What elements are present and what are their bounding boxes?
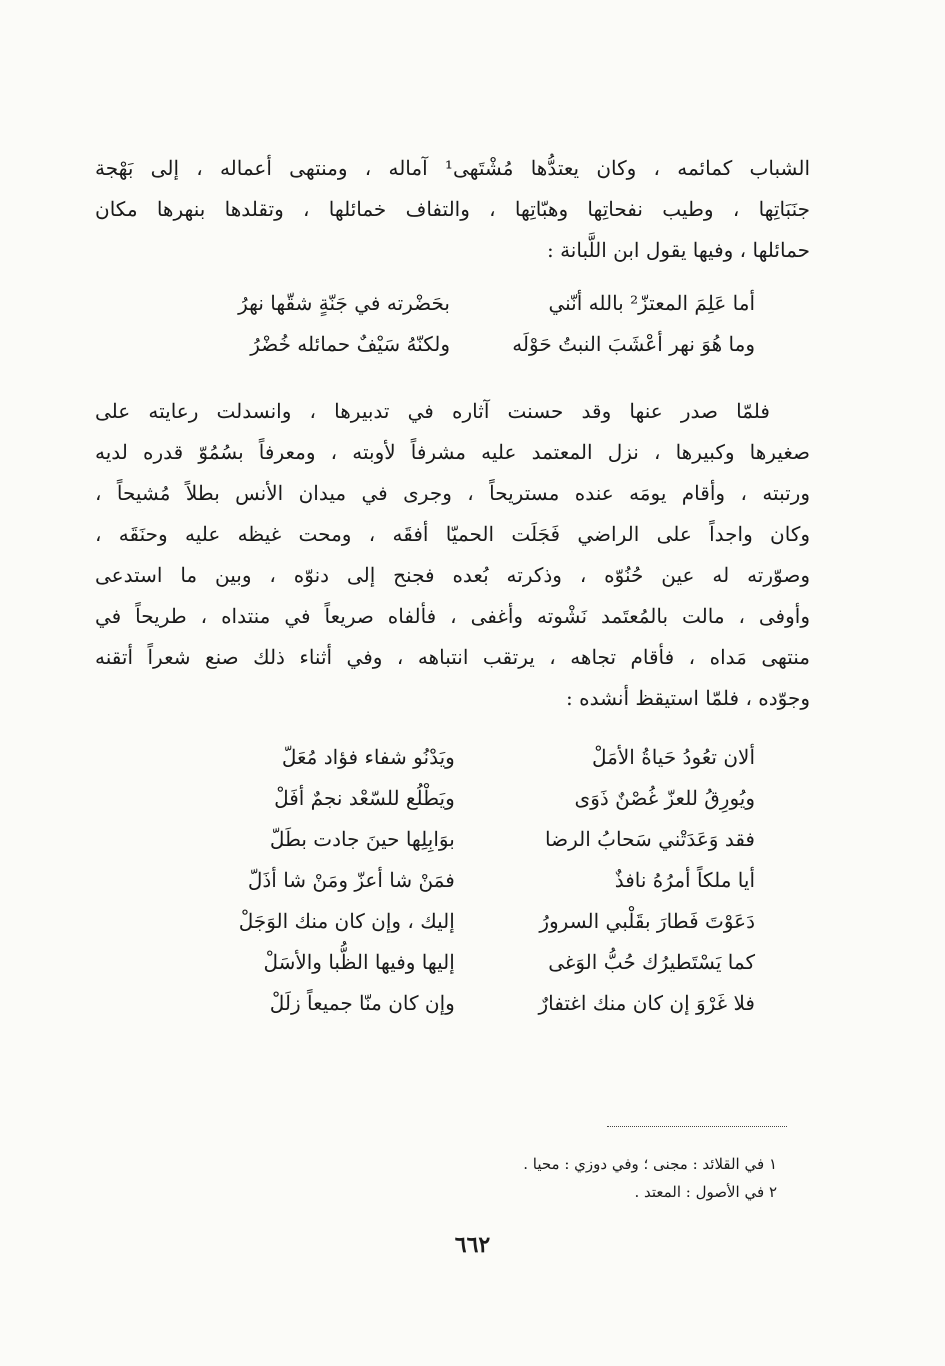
verse-line — [95, 942, 810, 983]
prose-line: صغيرها وكبيرها ، نزل المعتمد عليه مشرفاً لأوبته ، ومعرفاً بسُمُوّ قدره لديه — [95, 440, 810, 464]
prose-line: ورتبته ، وأقام يومَه عنده مستريحاً ، وجرى في ميدان الأنس بطلاً مُشيحاً ، — [95, 481, 810, 505]
footnote-divider — [607, 1126, 787, 1127]
verse-first-hemistich: ويُورِقُ للعزّ غُصْنٌ ذَوَى — [574, 786, 755, 810]
prose-line: وجوّده ، فلمّا استيقظ أنشده : — [566, 686, 810, 710]
page-number: ٦٦٢ — [454, 1232, 491, 1258]
verse-second-hemistich: إليك ، وإن كان منك الوَجَلْ — [238, 909, 455, 933]
verse-line — [95, 819, 810, 860]
verse-second-hemistich: وإن كان منّا جميعاً زلَلْ — [269, 991, 455, 1015]
verse-line — [95, 901, 810, 942]
book-page — [95, 148, 810, 1024]
verse-line — [95, 283, 810, 324]
poem-to-al-mutamid — [95, 737, 810, 1024]
verse-line — [95, 778, 810, 819]
verse-line — [95, 983, 810, 1024]
paragraph-2 — [95, 391, 810, 719]
verse-first-hemistich: فلا غَرْوَ إن كان منك اغتفارٌ — [538, 991, 755, 1015]
verse-second-hemistich: إليها وفيها الظُّبا والأسَلْ — [263, 950, 455, 974]
poem-ibn-al-labbana — [95, 283, 810, 365]
prose-line: الشباب كمائمه ، وكان يعتدُّها مُشْتَهى¹ آماله ، ومنتهى أعماله ، إلى بَهْجة — [95, 156, 810, 180]
paragraph-1 — [95, 148, 810, 271]
verse-first-hemistich: كما يَسْتَطيرُك حُبُّ الوَغى — [548, 950, 755, 974]
verse-first-hemistich: وما هُوَ نهر أعْشَبَ النبتُ حَوْلَه — [512, 332, 755, 356]
prose-line: وكان واجداً على الراضي فَجَلَت الحميّا أفقَه ، ومحت غيظه عليه وحنَقَه ، — [95, 522, 810, 546]
verse-first-hemistich: فقد وَعَدَتْني سَحابُ الرضا — [545, 827, 755, 851]
prose-line: جنَبَاتِها ، وطيب نفحاتِها وهبّاتِها ، والتفاف خمائلها ، وتقلدها بنهرها مكان — [95, 197, 810, 221]
footnote-1: ١ في القلائد : مجنى ؛ وفي دوزي : محيا . — [523, 1155, 777, 1173]
verse-second-hemistich: فمَنْ شا أعزّ ومَنْ شا أذَلّ — [247, 868, 455, 892]
prose-line: وأوفى ، مالت بالمُعتَمد نَشْوته وأغفى ، فألفاه صريعاً في منتداه ، طريحاً في — [95, 604, 810, 628]
verse-second-hemistich: ويَدْنُو شفاء فؤاد مُعَلّ — [281, 745, 455, 769]
verse-line — [95, 737, 810, 778]
footnote-2: ٢ في الأصول : المعتد . — [634, 1183, 777, 1201]
prose-line: فلمّا صدر عنها وقد حسنت آثاره في تدبيرها ، وانسدلت رعايته على — [95, 399, 770, 423]
verse-first-hemistich: دَعَوْتَ فَطارَ بقَلْبي السرورُ — [539, 909, 755, 933]
prose-line: حمائلها ، وفيها يقول ابن اللَّبانة : — [546, 238, 810, 262]
verse-first-hemistich: ألان تعُودُ حَياةُ الأمَلْ — [592, 745, 755, 769]
verse-second-hemistich: ولكنّهُ سَيْفٌ حمائله خُضْرُ — [250, 332, 450, 356]
verse-first-hemistich: أما عَلِمَ المعتزّ² بالله أنّني — [548, 291, 755, 315]
verse-line — [95, 324, 810, 365]
footnotes — [277, 1150, 777, 1206]
verse-first-hemistich: أيا ملكاً أمرُهُ نافذٌ — [614, 868, 755, 892]
verse-second-hemistich: بوَابِلِها حينَ جادت بطَلّ — [269, 827, 455, 851]
prose-line: منتهى مَداه ، فأقام تجاهه ، يرتقب انتباهه ، وفي أثناء ذلك صنع شعراً أتقنه — [95, 645, 810, 669]
verse-line — [95, 860, 810, 901]
verse-second-hemistich: ويَطْلُع للسّعْد نجمٌ أفَلْ — [274, 786, 455, 810]
prose-line: وصوّرته له عين حُنُوّه ، وذكرته بُعده فجنح إلى دنوّه ، وبين ما استدعى — [95, 563, 810, 587]
verse-second-hemistich: بحَضْرته في جَنّةٍ شقّها نهرُ — [238, 291, 450, 315]
